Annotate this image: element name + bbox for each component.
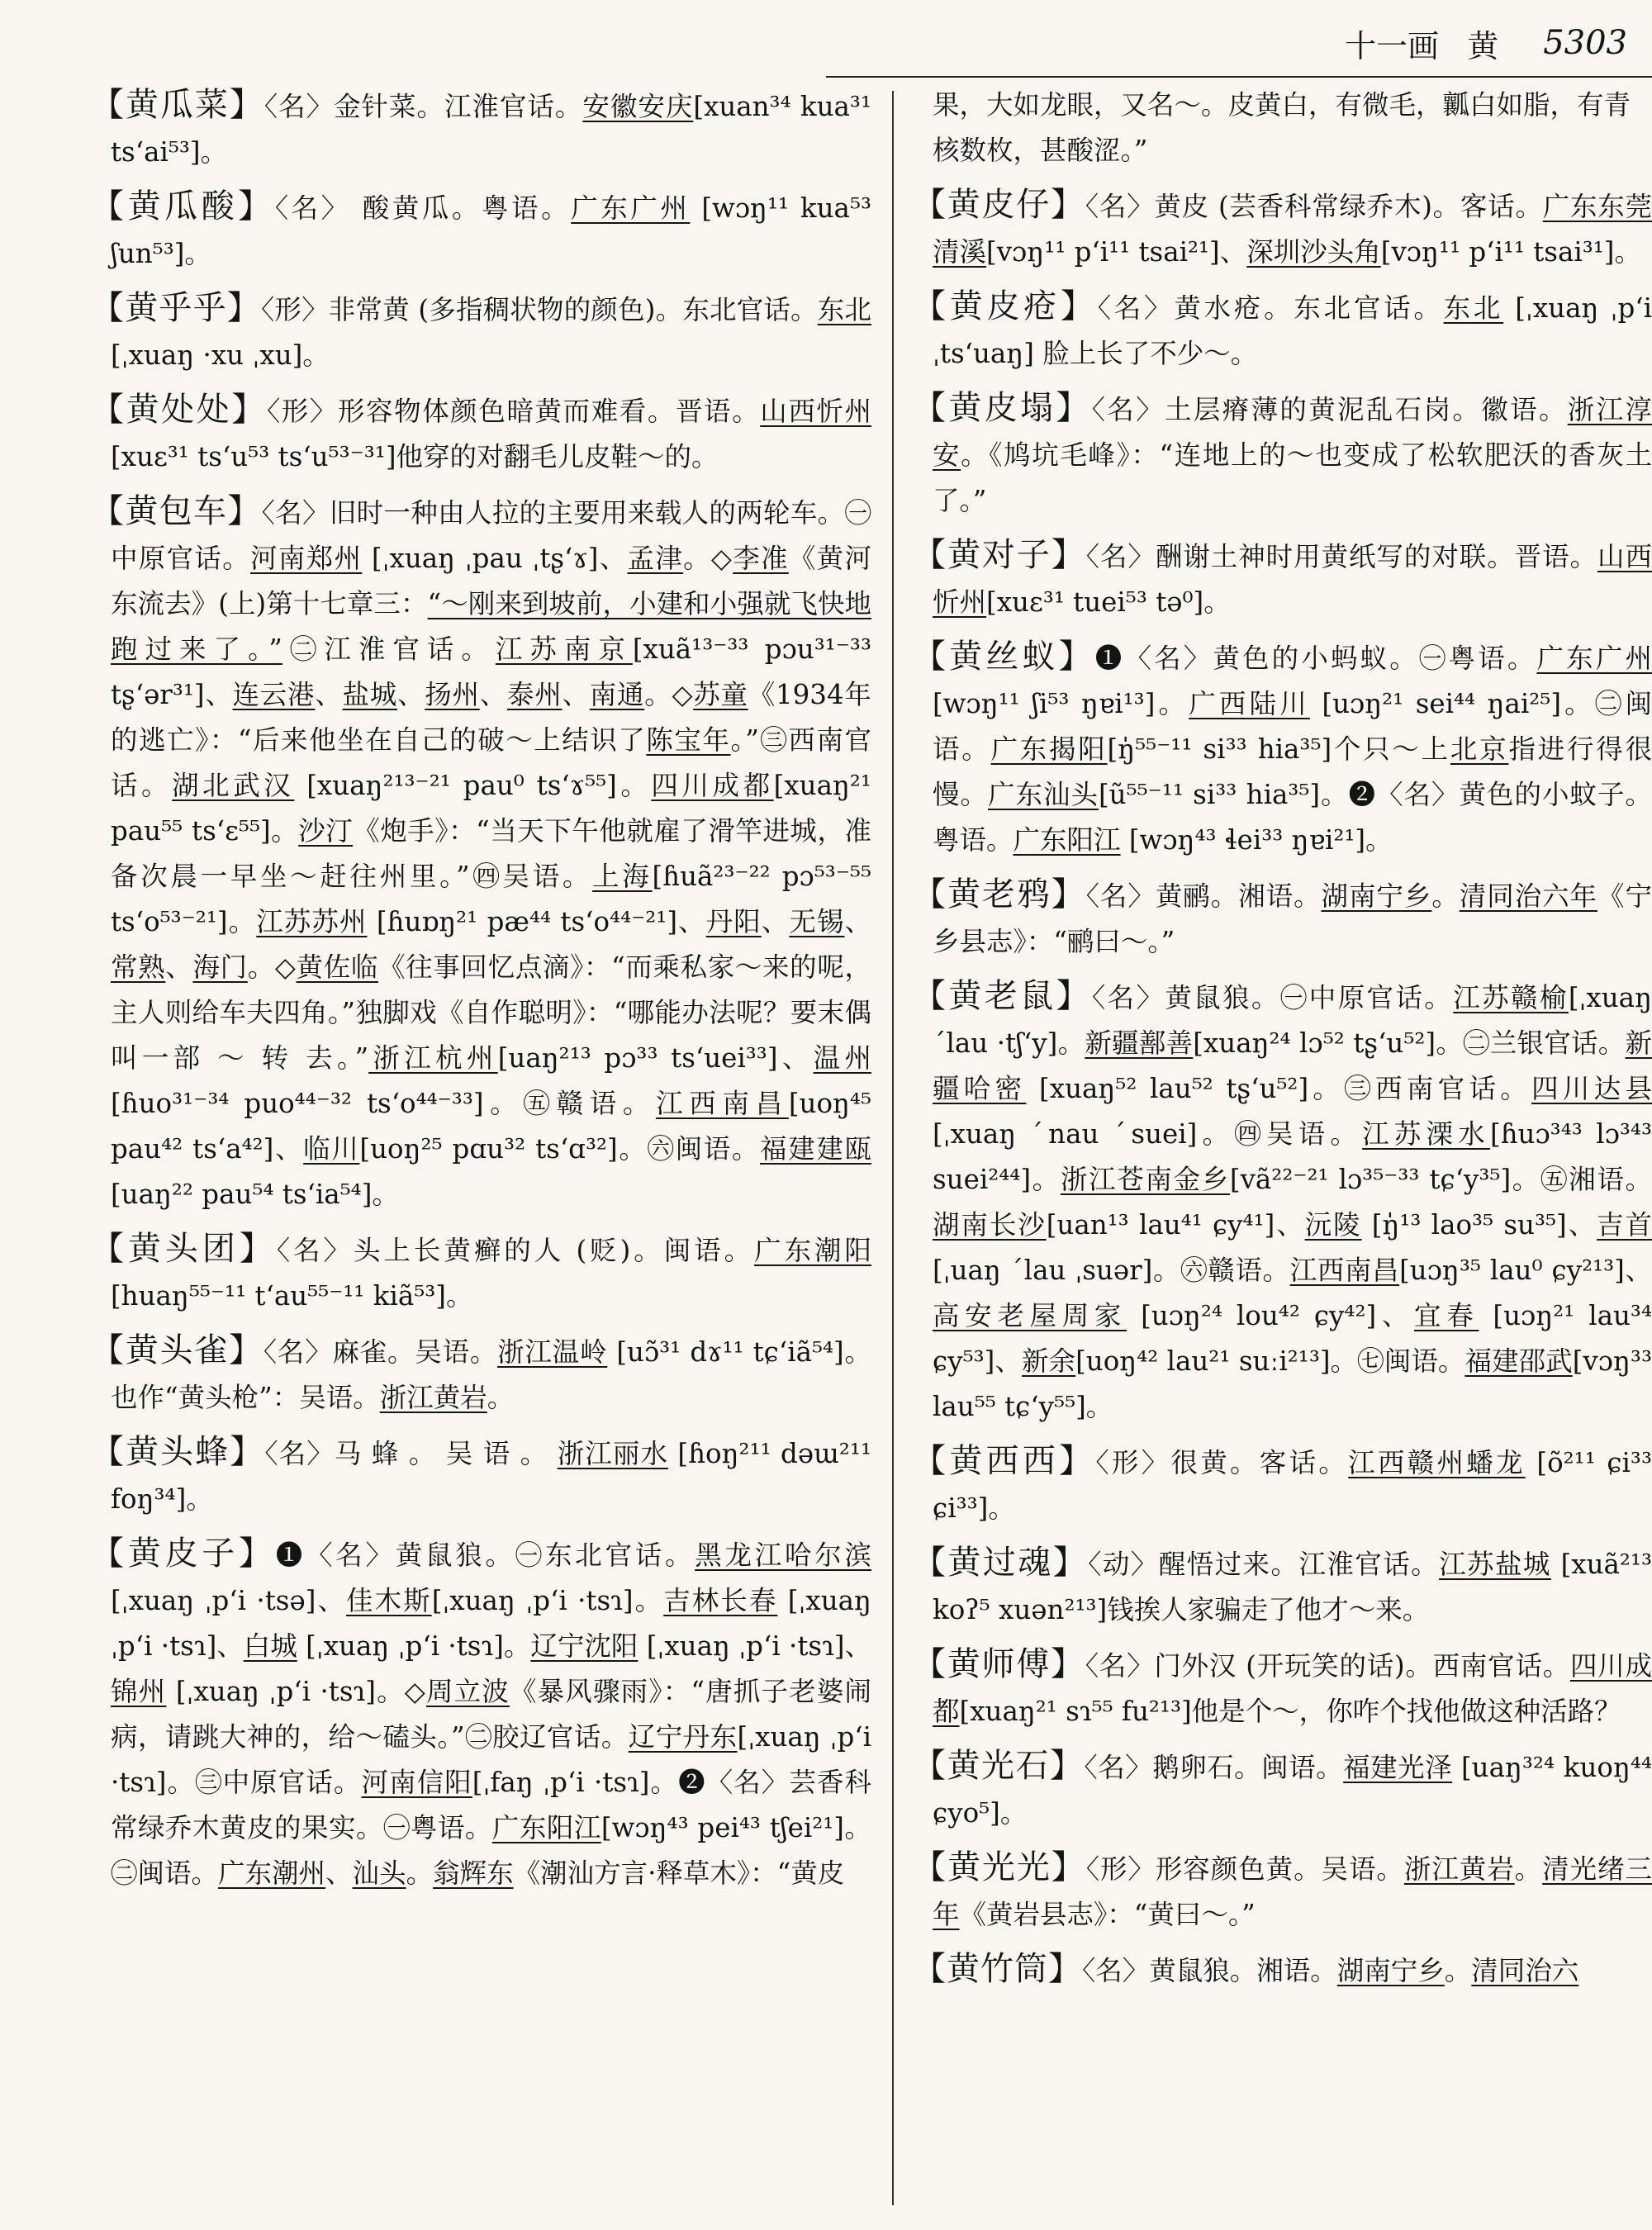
entry-text: 〈形〉非常黄 (多指稠状物的颜色)。东北官话。 — [260, 294, 818, 325]
entry-text: [uaŋ²¹³ pɔ³³ ts‘uei³³]、 — [497, 1042, 814, 1074]
entry-place-name: 汕头 — [352, 1858, 406, 1889]
entry-text: [uɔŋ³⁵ lau⁰ ɕy²¹³]、 — [1399, 1255, 1652, 1286]
entry-place-name: 北京 — [1450, 733, 1509, 765]
entry-text: [xuɛ³¹ tuei⁵³ tə⁰]。 — [986, 586, 1231, 618]
right-column — [913, 83, 1652, 2222]
entry-text: 。 — [406, 1858, 434, 1889]
entry-place-name: 苏童 — [693, 679, 748, 710]
entry-place-name: 高安老屋周家 — [933, 1300, 1127, 1331]
entry-place-name: 孟津 — [627, 543, 684, 574]
entry-headword: 【黄头团】 — [91, 1230, 277, 1268]
entry-place-name: 常熟 — [111, 951, 166, 983]
entry-text: [ũ⁵⁵⁻¹¹ si³³ hia³⁵]。❷〈名〉黄色的小蚊子。粤语。 — [933, 779, 1652, 856]
entry-place-name: 吉首 — [1597, 1209, 1652, 1241]
entry-place-name: 江苏赣榆 — [1453, 982, 1569, 1013]
entry-text: 。 — [1431, 880, 1460, 912]
dictionary-entry — [913, 386, 1652, 524]
entry-place-name: 上海 — [592, 861, 653, 892]
entry-headword: 【黄头蜂】 — [91, 1433, 265, 1471]
entry-text: [xuã¹³⁻³³ pɔu³¹⁻³³ tʂ‘ər³¹]、 — [111, 633, 871, 710]
entry-text: [uɔŋ²¹ lau³⁴ ɕy⁵³]、 — [933, 1300, 1652, 1377]
entry-headword: 【黄竹筒】 — [913, 1950, 1082, 1988]
entry-text: 《黄岩县志》：“黄曰～。” — [959, 1899, 1256, 1930]
entry-text: [uɔŋ²¹ sei⁴⁴ ŋai²⁵]。㊁闽语。 — [933, 688, 1652, 765]
dictionary-entry — [91, 83, 871, 175]
entry-headword: 【黄瓜酸】 — [91, 187, 275, 225]
entry-place-name: 浙江淳安 — [933, 394, 1652, 471]
entry-place-name: 陈宝年 — [646, 724, 731, 756]
entry-place-name: 盐城 — [342, 679, 398, 710]
entry-text: 。 — [487, 1382, 515, 1413]
entry-place-name: 新疆鄯善 — [1085, 1027, 1194, 1059]
entry-place-name: 新余 — [1021, 1345, 1076, 1377]
entry-place-name: 黑龙江哈尔滨 — [695, 1540, 871, 1571]
entry-text: 《暴风骤雨》：“唐抓子老婆闹病，请跳大神的，给～磕头。”㊁胶辽官话。 — [111, 1676, 871, 1753]
entry-place-name: 福建建瓯 — [760, 1133, 871, 1165]
entry-text: 、 — [479, 679, 508, 710]
dictionary-entry — [91, 1531, 871, 1896]
entry-headword: 【黄光石】 — [913, 1747, 1085, 1785]
entry-text: ❶〈名〉黄色的小蚂蚁。㊀粤语。 — [1094, 643, 1537, 674]
entry-text: 〈动〉醒悟过来。江淮官话。 — [1088, 1549, 1440, 1580]
entry-place-name: 清同治六 — [1471, 1955, 1579, 1986]
entry-text: [ŋ̍¹³ lao³⁵ su³⁵]、 — [1361, 1209, 1597, 1241]
entry-text: [ˌxuaŋ ˌp‘i ·tsɿ]、 — [638, 1630, 871, 1662]
entry-place-name: 温州 — [813, 1042, 871, 1074]
entry-place-name: 湖北武汉 — [172, 770, 295, 801]
entry-place-name: 浙江黄岩 — [1403, 1853, 1515, 1885]
dictionary-entry — [913, 183, 1652, 275]
entry-text: [uan¹³ lau⁴¹ ɕy⁴¹]、 — [1046, 1209, 1305, 1241]
continuation-text: 果，大如龙眼，又名～。皮黄白，有微毛，瓤白如脂，有青核数枚，甚酸涩。” — [933, 89, 1631, 166]
entry-place-name: 江西赣州蟠龙 — [1348, 1447, 1526, 1478]
dictionary-entry — [91, 387, 871, 480]
entry-place-name: “～刚来到坡前，小建和小强就飞快地跑过来了。” — [111, 588, 871, 665]
entry-text: ㊁江淮官话。 — [282, 633, 496, 665]
entry-text: [wɔŋ⁴³ pei⁴³ tʃei²¹]。㊁闽语。 — [111, 1812, 871, 1889]
entry-headword: 【黄过魂】 — [913, 1544, 1089, 1582]
entry-place-name: 无锡 — [789, 906, 845, 937]
entry-headword: 【黄对子】 — [913, 536, 1086, 574]
entry-place-name: 河南郑州 — [250, 543, 363, 574]
entry-text: [ˌxuaŋ ˌp‘i ·tsɿ]。 — [297, 1630, 531, 1662]
header-rule — [826, 76, 1652, 78]
entry-place-name: 广东阳江 — [1013, 824, 1121, 856]
entry-text: [ŋ̍⁵⁵⁻¹¹ si³³ hia³⁵]个只～上 — [1107, 733, 1450, 765]
entry-text: [xuaŋ²¹ sɿ⁵⁵ fu²¹³]他是个～，你咋个找他做这种活路？ — [959, 1696, 1621, 1727]
entry-text: 〈名〉麻雀。吴语。 — [263, 1336, 498, 1368]
entry-place-name: 南通 — [589, 679, 645, 710]
entry-text: [ˌxuaŋ ˌp‘i ·tsɿ]。 — [431, 1585, 664, 1616]
entry-place-name: 东北 — [1443, 292, 1504, 324]
entry-text: 〈名〉 酸黄瓜。粤语。 — [274, 192, 572, 224]
entry-place-name: 江西南昌 — [656, 1088, 789, 1119]
entry-place-name: 广东广州 — [1536, 643, 1652, 674]
entry-text: 、 — [562, 679, 590, 710]
dictionary-entry — [913, 1845, 1652, 1938]
entry-place-name: 吉林长春 — [663, 1585, 778, 1616]
dictionary-entry — [913, 1439, 1652, 1531]
entry-place-name: 李准 — [733, 543, 789, 574]
entry-place-name: 泰州 — [507, 679, 563, 710]
entry-text: 《宁乡县志》：“鹂曰～。” — [933, 880, 1652, 957]
entry-text: 〈名〉马 蜂 。 吴 语 。 — [264, 1438, 558, 1469]
entry-text: [xuaŋ²⁴ lɔ⁵² tʂ‘u⁵²]。㊁兰银官话。 — [1193, 1027, 1626, 1059]
entry-place-name: 广东潮阳 — [754, 1235, 871, 1266]
entry-text: [uɔ̃³¹ dɤ¹¹ tɕ‘iã⁵⁴]。也作“黄头枪”：吴语。 — [111, 1336, 871, 1413]
dictionary-entry — [91, 1226, 871, 1319]
entry-place-name: 佳木斯 — [346, 1585, 432, 1616]
entry-headword: 【黄皮塌】 — [913, 389, 1092, 427]
dictionary-entry — [91, 286, 871, 378]
entry-text: 《往事回忆点滴》：“而乘私家～来的呢，主人则给车夫四角。”独脚戏《自作聪明》：“哪能办法呢？要末偶叫一部 ～ 转 去。” — [111, 951, 871, 1074]
entry-text: [uaŋ²² pau⁵⁴ ts‘ia⁵⁴]。 — [111, 1179, 399, 1210]
entry-text: 《黄河东流去》(上)第十七章三： — [111, 543, 871, 619]
entry-text: 〈形〉很黄。客话。 — [1095, 1447, 1349, 1478]
entry-text: 、 — [761, 906, 790, 937]
entry-text: 、 — [315, 679, 343, 710]
entry-text: [uoŋ²⁵ pɑu³² ts‘ɑ³²]。㊅闽语。 — [359, 1133, 761, 1165]
dictionary-entry — [913, 872, 1652, 965]
entry-text: [ˌxuaŋ ˌp‘i ·tsɿ]、 — [111, 1585, 871, 1662]
entry-place-name: 辽宁沈阳 — [530, 1630, 638, 1662]
entry-text: 〈名〉黄鼠狼。湘语。 — [1082, 1955, 1337, 1986]
entry-text: [ˌxuaŋ ˊlau ·tʃ‘y]。 — [933, 982, 1652, 1059]
dictionary-entry — [91, 1430, 871, 1522]
entry-place-name: 浙江丽水 — [557, 1438, 669, 1469]
entry-text: 〈名〉酬谢土神时用黄纸写的对联。晋语。 — [1085, 541, 1598, 572]
entry-headword: 【黄老鸦】 — [913, 875, 1086, 913]
entry-place-name: 山西忻州 — [760, 396, 871, 427]
entry-headword: 【黄乎乎】 — [91, 289, 261, 327]
entry-headword: 【黄师傅】 — [913, 1645, 1085, 1683]
entry-place-name: 沙汀 — [298, 815, 354, 847]
entry-place-name: 临川 — [303, 1133, 360, 1165]
entry-place-name: 浙江杭州 — [368, 1042, 498, 1074]
entry-text: 、 — [325, 1858, 353, 1889]
entry-text: [xuã²¹³ koʔ⁵ xuən²¹³]钱挨人家骗走了他才～来。 — [933, 1549, 1652, 1625]
entry-text: [ˌxuaŋ ·xu ˌxu]。 — [111, 339, 330, 371]
column-divider — [892, 91, 894, 2205]
entry-text: 〈名〉土层瘠薄的黄泥乱石岗。徽语。 — [1091, 394, 1568, 425]
dictionary-entry — [913, 974, 1652, 1430]
entry-text: [xuaŋ²¹³⁻²¹ pau⁰ ts‘ɤ⁵⁵]。 — [294, 770, 652, 801]
entry-text: 〈名〉黄皮 (芸香科常绿乔木)。客话。 — [1085, 191, 1543, 222]
entry-text: [ˌfaŋ ˌp‘i ·tsɿ]。❷〈名〉芸香科常绿乔木黄皮的果实。㊀粤语。 — [111, 1767, 871, 1843]
entry-text: [wɔŋ¹¹ ʃi⁵³ ŋɐi¹³]。 — [933, 688, 1189, 719]
entry-headword: 【黄丝蚁】 — [913, 638, 1095, 676]
entry-text: 。◇ — [644, 679, 694, 710]
entry-text: 〈形〉形容颜色黄。吴语。 — [1085, 1853, 1404, 1885]
page-header — [1345, 18, 1627, 68]
entry-place-name: 湖南长沙 — [933, 1209, 1047, 1241]
dictionary-entry — [91, 184, 871, 277]
dictionary-entry — [913, 1744, 1652, 1836]
entry-text: [ɦuo³¹⁻³⁴ puo⁴⁴⁻³² ts‘o⁴⁴⁻³³]。㊄赣语。 — [111, 1088, 657, 1119]
entry-place-name: 安徽安庆 — [582, 91, 694, 122]
entry-headword: 【黄光光】 — [913, 1848, 1086, 1886]
entry-place-name: 浙江黄岩 — [379, 1382, 487, 1413]
entry-text: [ˌxuaŋ ˊnau ˊsuei]。㊃吴语。 — [933, 1118, 1363, 1150]
entry-place-name: 沅陵 — [1304, 1209, 1362, 1241]
entry-place-name: 江苏溧水 — [1362, 1118, 1490, 1150]
entry-text: 。”㊂西南官话。 — [111, 724, 871, 801]
entry-text: 〈名〉鹅卵石。闽语。 — [1084, 1752, 1344, 1783]
entry-text: 、 — [397, 679, 425, 710]
entry-place-name: 清同治六年 — [1459, 880, 1598, 912]
entry-place-name: 广东阳江 — [491, 1812, 601, 1843]
entry-place-name: 锦州 — [111, 1676, 167, 1707]
dictionary-entry — [913, 1540, 1652, 1633]
dictionary-entry — [913, 1947, 1652, 1994]
entry-text: 〈名〉门外汉 (开玩笑的话)。西南官话。 — [1085, 1650, 1570, 1682]
entry-place-name: 黄佐临 — [296, 951, 378, 983]
entry-text: 《炮手》：“当天下午他就雇了滑竿进城，准备次晨一早坐～赶往州里。”㊃吴语。 — [111, 815, 871, 892]
entry-headword: 【黄皮仔】 — [913, 186, 1085, 224]
entry-place-name: 福建光泽 — [1343, 1752, 1453, 1783]
entry-place-name: 四川成都 — [933, 1650, 1652, 1727]
entry-text: [xuaŋ²¹ pau⁵⁵ ts‘ɛ⁵⁵]。 — [111, 770, 871, 847]
entry-place-name: 福建邵武 — [1464, 1345, 1573, 1377]
entry-text: [ɦuɒŋ²¹ pæ⁴⁴ ts‘o⁴⁴⁻²¹]、 — [367, 906, 706, 937]
entry-headword: 【黄包车】 — [91, 492, 262, 530]
entry-place-name: 湖南宁乡 — [1321, 880, 1432, 912]
entry-text: 〈名〉黄鹂。湘语。 — [1085, 880, 1322, 912]
entry-place-name: 海门 — [192, 951, 248, 983]
entry-headword: 【黄西西】 — [913, 1442, 1096, 1480]
entry-text: 指进行得很慢。 — [933, 733, 1652, 810]
entry-headword: 【黄皮疮】 — [913, 287, 1098, 325]
entry-place-name: 四川成都 — [651, 770, 774, 801]
entry-text: [vɔŋ¹¹ p‘i¹¹ tsai²¹]、 — [986, 236, 1247, 268]
entry-text: 。《鸠坑毛峰》：“连地上的～也变成了松软肥沃的香灰土了。” — [933, 439, 1652, 516]
entry-text: [uɔŋ²⁴ lou⁴² ɕy⁴²]、 — [1127, 1300, 1415, 1331]
entry-text: [vɔŋ³³ lau⁵⁵ tɕ‘y⁵⁵]。 — [933, 1345, 1652, 1422]
entry-place-name: 江苏南京 — [495, 633, 633, 665]
entry-place-name: 深圳沙头角 — [1246, 236, 1381, 268]
entry-text: 〈名〉头上长黄癣的人 (贬)。闽语。 — [276, 1235, 755, 1266]
entry-text: [ɦuã²³⁻²² pɔ⁵³⁻⁵⁵ ts‘o⁵³⁻²¹]。 — [111, 861, 871, 937]
dictionary-entry — [91, 489, 871, 1217]
entry-text: 、 — [844, 906, 871, 937]
entry-place-name: 白城 — [243, 1630, 297, 1662]
entry-text: [ˌxuaŋ ˌp‘i ·tsɿ]。◇ — [166, 1676, 426, 1707]
entry-place-name: 清光绪三年 — [933, 1853, 1652, 1930]
entry-text: 。 — [1514, 1853, 1543, 1885]
entry-text: [wɔŋ⁴³ ɬei³³ ŋɐi²¹]。 — [1120, 824, 1393, 856]
entry-text: 〈名〉旧时一种由人拉的主要用来载人的两轮车。㊀中原官话。 — [111, 497, 871, 574]
entry-headword: 【黄瓜菜】 — [91, 86, 264, 124]
entry-headword: 【黄皮子】 — [91, 1535, 276, 1573]
header-section: 十一画 — [1345, 27, 1440, 64]
entry-place-name: 扬州 — [425, 679, 480, 710]
entry-text: [huaŋ⁵⁵⁻¹¹ t‘au⁵⁵⁻¹¹ kiã⁵³]。 — [111, 1280, 473, 1312]
page-number: 5303 — [1543, 24, 1627, 62]
entry-place-name: 河南信阳 — [361, 1767, 472, 1798]
entry-place-name: 翁辉东 — [433, 1858, 514, 1889]
entry-place-name: 广东潮州 — [218, 1858, 326, 1889]
entry-text: [ɦoŋ²¹¹ dəɯ²¹¹ foŋ³⁴]。 — [111, 1438, 871, 1515]
entry-place-name: 山西忻州 — [933, 541, 1652, 618]
entry-place-name: 新疆哈密 — [933, 1027, 1652, 1104]
entry-text: [xuaŋ⁵² lau⁵² tʂ‘u⁵²]。㊂西南官话。 — [1026, 1073, 1532, 1104]
entry-place-name: 辽宁丹东 — [628, 1721, 738, 1753]
entry-text: ❶〈名〉黄鼠狼。㊀东北官话。 — [275, 1540, 695, 1571]
dictionary-entry — [91, 1328, 871, 1421]
entry-text: [uoŋ⁴⁵ pau⁴² ts‘a⁴²]、 — [111, 1088, 871, 1165]
entry-text: [ˌxuaŋ ˌpau ˌtʂ‘ɤ]、 — [362, 543, 628, 574]
entry-text: 。◇ — [247, 951, 297, 983]
entry-place-name: 四川达县 — [1531, 1073, 1652, 1104]
left-column — [91, 83, 871, 2213]
entry-headword: 【黄老鼠】 — [913, 977, 1092, 1015]
entry-place-name: 江苏苏州 — [256, 906, 368, 937]
entry-place-name: 广东东莞清溪 — [933, 191, 1652, 268]
entry-place-name: 湖南宁乡 — [1336, 1955, 1445, 1986]
entry-place-name: 周立波 — [425, 1676, 510, 1707]
entry-text: [wɔŋ¹¹ kua⁵³ ʃun⁵³]。 — [111, 192, 871, 269]
entry-text: [ˌxuaŋ ˌp‘i ·tsə]、 — [111, 1585, 347, 1616]
entry-text: 〈名〉金针菜。江淮官话。 — [263, 91, 583, 122]
dictionary-entry — [913, 284, 1652, 377]
entry-place-name: 广东揭阳 — [990, 733, 1108, 765]
entry-headword: 【黄处处】 — [91, 391, 267, 429]
entry-text: 。 — [1444, 1955, 1472, 1986]
entry-text: 《1934年的逃亡》：“后来他坐在自己的破～上结识了 — [111, 679, 871, 756]
entry-text: 〈名〉黄水疮。东北官话。 — [1097, 292, 1444, 324]
entry-text: [vɔŋ¹¹ p‘i¹¹ tsai³¹]。 — [1380, 236, 1641, 268]
entry-text: [xuɛ³¹ ts‘u⁵³ ts‘u⁵³⁻³¹]他穿的对翻毛儿皮鞋～的。 — [111, 441, 719, 472]
entry-text: [õ²¹¹ ɕi³³ ɕi³³]。 — [933, 1447, 1652, 1524]
entry-text: [vã²²⁻²¹ lɔ³⁵⁻³³ tɕ‘y³⁵]。㊄湘语。 — [1229, 1164, 1652, 1195]
entry-place-name: 江苏盐城 — [1439, 1549, 1551, 1580]
entry-place-name: 宜春 — [1414, 1300, 1479, 1331]
entry-text: 。◇ — [683, 543, 733, 574]
dictionary-entry — [913, 533, 1652, 625]
entry-place-name: 广西陆川 — [1189, 688, 1310, 719]
entry-place-name: 江西南昌 — [1289, 1255, 1400, 1286]
entry-place-name: 连云港 — [232, 679, 316, 710]
entry-place-name: 丹阳 — [705, 906, 762, 937]
entry-place-name: 广东汕头 — [988, 779, 1099, 810]
entry-place-name: 广东广州 — [571, 192, 691, 224]
dictionary-entry — [913, 1642, 1652, 1734]
entry-text: 〈形〉形容物体颜色暗黄而难看。晋语。 — [266, 396, 761, 427]
entry-text: [uaŋ³²⁴ kuoŋ⁴⁴ ɕyo⁵]。 — [933, 1752, 1652, 1829]
entry-place-name: 浙江苍南金乡 — [1060, 1164, 1230, 1195]
dictionary-entry — [913, 634, 1652, 863]
entry-place-name: 浙江温岭 — [497, 1336, 608, 1368]
entry-text: [ˌxuaŋ ˌp‘i ·tsɿ]。㊂中原官话。 — [111, 1721, 871, 1798]
entry-text: 、 — [165, 951, 193, 983]
entry-headword: 【黄头雀】 — [91, 1331, 263, 1369]
entry-text: [uoŋ⁴² lau²¹ suːi²¹³]。㊆闽语。 — [1075, 1345, 1465, 1377]
entry-text: 〈名〉黄鼠狼。㊀中原官话。 — [1091, 982, 1454, 1013]
entry-place-name: 东北 — [817, 294, 871, 325]
header-char: 黄 — [1467, 27, 1499, 64]
entry-text: 《潮汕方言·释草木》：“黄皮 — [513, 1858, 845, 1889]
entry-text: [ˌuaŋ ˊlau ˌsuər]。㊅赣语。 — [933, 1255, 1290, 1286]
entry-text: [ɦuɔ³⁴³ lɔ³⁴³ suei²⁴⁴]。 — [933, 1118, 1652, 1195]
entry-text: [ˌxuaŋ ˌp‘i ˌts‘uaŋ] 脸上长了不少～。 — [933, 292, 1652, 369]
entry-text: [xuan³⁴ kua³¹ ts‘ai⁵³]。 — [111, 91, 871, 168]
